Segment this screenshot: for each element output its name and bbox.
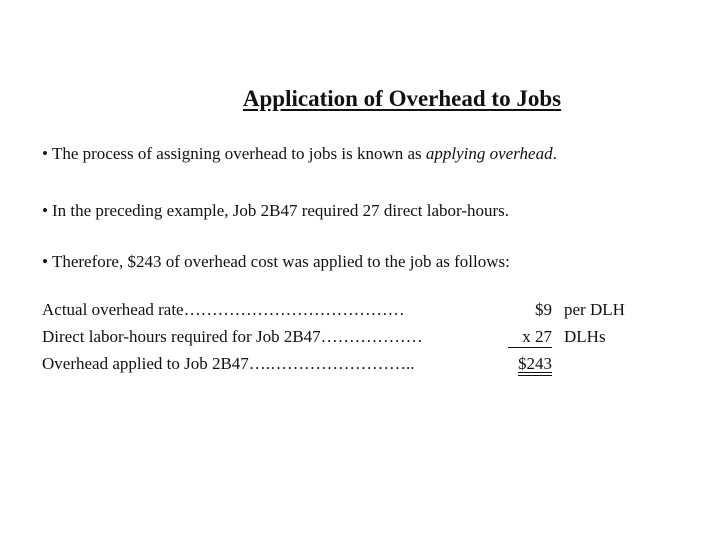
calc-label: Overhead applied to Job 2B47….…………………….. — [42, 354, 415, 373]
calc-value: $9 — [535, 300, 552, 319]
page-title-text: Application of Overhead to Jobs — [242, 86, 562, 111]
calc-value: x 27 — [508, 327, 552, 348]
calc-unit: DLHs — [564, 327, 606, 346]
bullet-job-labor-hours — [42, 201, 509, 221]
calc-value: $243 — [518, 354, 552, 373]
bullet-text: In the preceding example, Job 2B47 required 27 direct labor-hours. — [51, 201, 510, 220]
calc-label: Direct labor-hours required for Job 2B47……………… — [42, 327, 423, 346]
bullet-applying-overhead — [42, 144, 557, 164]
bullet-text: Therefore, $243 of overhead cost was applied to the job as follows: — [51, 252, 510, 271]
bullet-dot: • — [42, 201, 48, 220]
calc-row-labor-hours — [42, 327, 662, 353]
page-title — [0, 86, 720, 112]
bullet-overhead-applied — [42, 252, 510, 272]
calc-unit: per DLH — [564, 300, 625, 319]
bullet-text: The process of assigning overhead to jobs is known as — [51, 144, 426, 163]
calc-row-overhead-applied — [42, 354, 662, 380]
calc-label: Actual overhead rate………………………………… — [42, 300, 405, 319]
bullet-dot: • — [42, 144, 48, 163]
bullet-emphasis: applying overhead — [425, 144, 553, 163]
bullet-suffix: . — [552, 144, 557, 163]
bullet-dot: • — [42, 252, 48, 271]
calc-row-overhead-rate — [42, 300, 662, 326]
